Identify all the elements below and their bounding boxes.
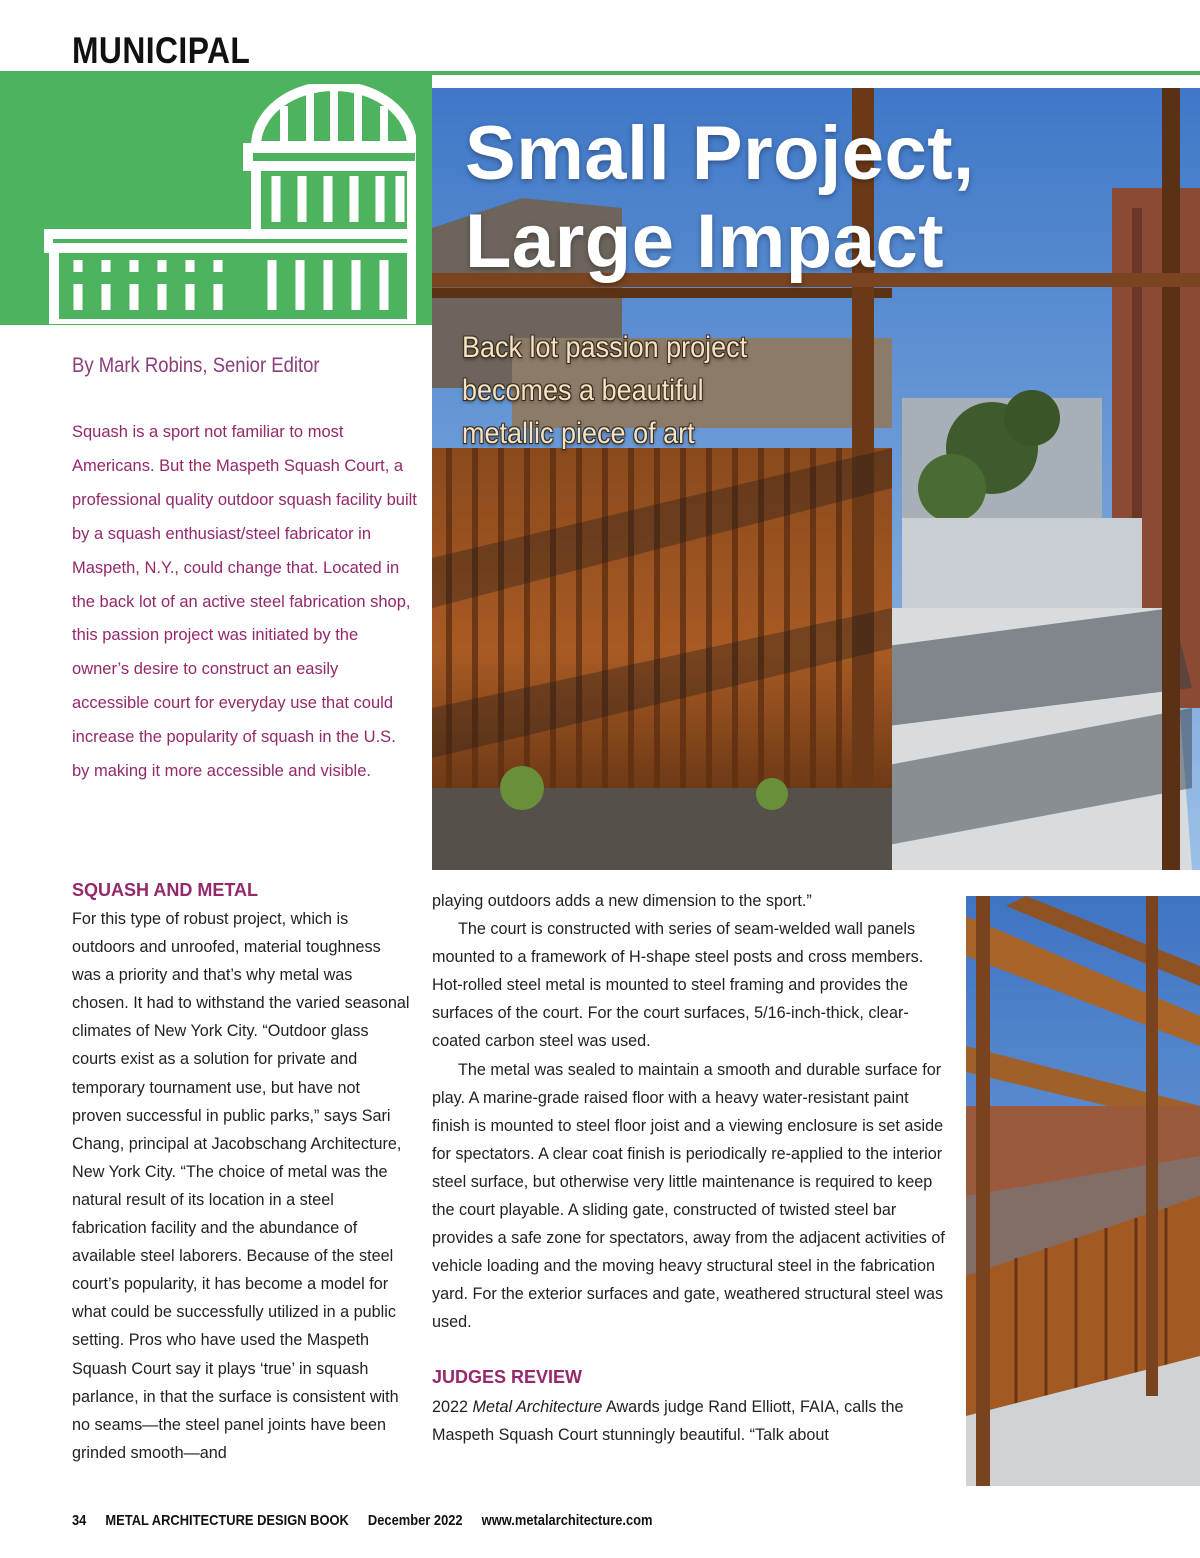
side-photo xyxy=(966,896,1200,1486)
subhead-judges-review: JUDGES REVIEW xyxy=(432,1366,583,1387)
page-number: 34 xyxy=(72,1512,87,1529)
article-deck: Back lot passion project becomes a beautiful metallic piece of art xyxy=(462,331,748,450)
body-paragraph: For this type of robust project, which is outdoors and unroofed, material toughness was a priority and that’s why metal was chosen. It had to withstand the varied seasonal climates of New York City. “Outdoor glass courts exist as a solution for private and temporary tournament use, but have not proven successful in public parks,” says Sari Chang, principal at Jacobschang Architecture, New York City. “The choice of metal was the natural result of its location in a steel fabrication facility and the abundance of available steel laborers. Because of the steel court’s popularity, it has become a model for what could be successfully utilized in a public setting. Pros who have used the Maspeth Squash Court say it plays ‘true’ in squash parlance, in that the surface is consistent with no seams—the steel panel joints have been grinded smooth—and xyxy=(72,910,410,1462)
section-label: MUNICIPAL xyxy=(72,30,251,71)
byline: By Mark Robins, Senior Editor xyxy=(72,354,320,377)
website-url: www.metalarchitecture.com xyxy=(481,1512,653,1529)
body-paragraph: 2022 Metal Architecture Awards judge Rand Elliott, FAIA, calls the Maspeth Squash Court stunningly beautiful. “Talk about xyxy=(432,1397,904,1444)
page-footer xyxy=(72,1512,668,1529)
body-paragraph: The metal was sealed to maintain a smooth and durable surface for play. A marine-grade raised floor with a heavy water-resistant paint finish is mounted to steel floor joist and a viewing enclosure is set aside for spectators. A clear coat finish is periodically re-applied to the interior steel surface, but otherwise very little maintenance is required to keep the court playable. A sliding gate, constructed of twisted steel bar provides a safe zone for spectators, away from the adjacent activities of vehicle loading and the moving heavy structural steel in the fabrication yard. For the exterior surfaces and gate, weathered structural steel was used. xyxy=(432,1060,945,1332)
article-title: Small Project, Large Impact xyxy=(465,111,975,284)
body-paragraph: playing outdoors adds a new dimension to the sport.” xyxy=(432,892,812,910)
issue-date: December 2022 xyxy=(367,1512,463,1529)
hero-photo xyxy=(432,88,1200,870)
intro-paragraph: Squash is a sport not familiar to most Americans. But the Maspeth Squash Court, a professional quality outdoor squash facility built by a squash enthusiast/steel fabricator in Maspeth, N.Y., could change that. Located in the back lot of an active steel fabrication shop, this passion project was initiated by the owner’s desire to construct an easily accessible court for everyday use that could increase the popularity of squash in the U.S. by making it more accessible and visible. xyxy=(72,423,417,781)
body-paragraph: The court is constructed with series of seam-welded wall panels mounted to a framework of H-shape steel posts and cross members. Hot-rolled steel metal is mounted to steel framing and provides the surfaces of the court. For the court surfaces, 5/16-inch-thick, clear-coated carbon steel was used. xyxy=(432,920,924,1051)
capitol-dome-icon xyxy=(44,84,416,324)
publication-name: METAL ARCHITECTURE DESIGN BOOK xyxy=(105,1512,349,1529)
column-middle xyxy=(432,887,946,1449)
subhead-squash-and-metal: SQUASH AND METAL xyxy=(72,880,258,900)
column-left xyxy=(72,880,412,1467)
